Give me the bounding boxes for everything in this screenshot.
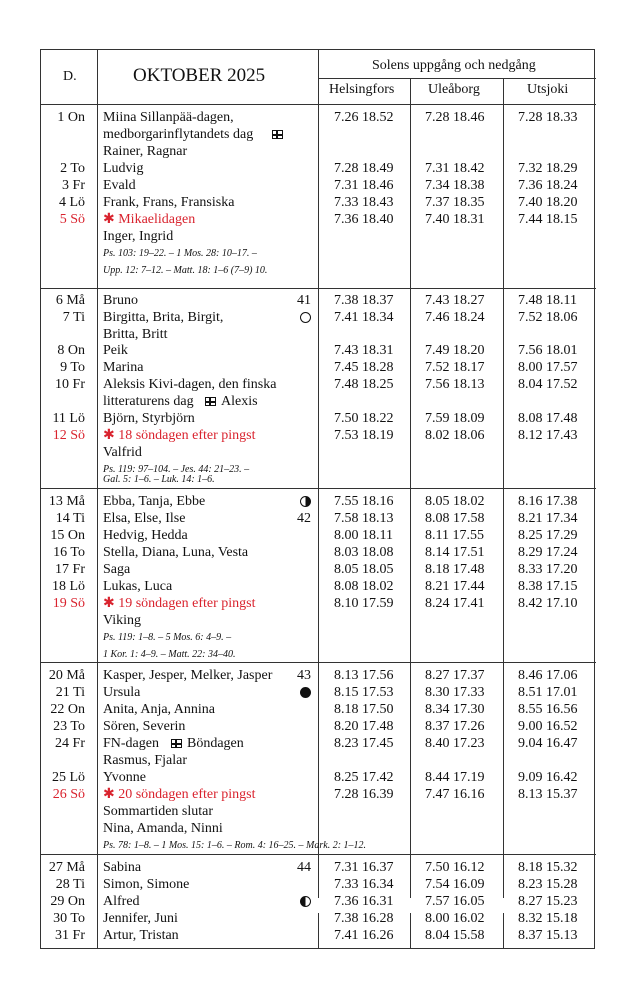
- sun-times-helsingfors: 7.28 18.49: [334, 161, 394, 176]
- flag-icon: [272, 130, 283, 139]
- sun-times-uleåborg: 8.21 17.44: [425, 579, 485, 594]
- sun-times-utsjoki: 8.21 17.34: [518, 511, 578, 526]
- sun-times-utsjoki: 8.37 15.13: [518, 928, 578, 943]
- day-label: 20 Må: [48, 668, 85, 683]
- name-day-entry: Sommartiden slutar: [103, 804, 214, 819]
- sun-times-uleåborg: 7.37 18.35: [425, 195, 485, 210]
- sun-times-helsingfors: 7.31 18.46: [334, 178, 394, 193]
- day-label: 9 To: [60, 360, 85, 375]
- sun-times-helsingfors: 7.41 18.34: [334, 310, 394, 325]
- day-label: 19 Sö: [52, 596, 85, 611]
- name-day-entry: Björn, Styrbjörn: [103, 411, 195, 426]
- sun-times-helsingfors: 8.05 18.05: [334, 562, 394, 577]
- name-day-entry: Nina, Amanda, Ninni: [103, 821, 223, 836]
- header-divider: [41, 104, 596, 105]
- name-day-entry: Ursula: [103, 685, 141, 700]
- name-day-entry: Jennifer, Juni: [103, 911, 178, 926]
- new-moon-icon: [300, 687, 311, 698]
- name-day-entry: Birgitta, Brita, Birgit,: [103, 310, 224, 325]
- sun-times-uleåborg: 8.18 17.48: [425, 562, 485, 577]
- column-divider: [97, 50, 98, 948]
- name-day-entry: Yvonne: [103, 770, 146, 785]
- sun-times-helsingfors: 7.36 18.40: [334, 212, 394, 227]
- sun-table-title: Solens uppgång och nedgång: [372, 58, 536, 73]
- name-day-entry: ✱ Mikaelidagen: [103, 212, 196, 227]
- sun-times-helsingfors: 7.36 16.31: [334, 894, 394, 909]
- week-number: 41: [297, 293, 311, 308]
- sun-times-helsingfors: 8.23 17.45: [334, 736, 394, 751]
- sun-times-utsjoki: 7.44 18.15: [518, 212, 578, 227]
- name-day-entry: Sören, Severin: [103, 719, 186, 734]
- sun-times-uleåborg: 8.05 18.02: [425, 494, 485, 509]
- sun-times-uleåborg: 8.14 17.51: [425, 545, 485, 560]
- week-divider: [41, 288, 596, 289]
- sun-times-utsjoki: 8.04 17.52: [518, 377, 578, 392]
- column-divider: [318, 913, 319, 948]
- sun-times-utsjoki: 7.56 18.01: [518, 343, 578, 358]
- sun-times-helsingfors: 7.45 18.28: [334, 360, 394, 375]
- name-day-entry: ✱ 20 söndagen efter pingst: [103, 787, 256, 802]
- name-day-entry: Hedvig, Hedda: [103, 528, 188, 543]
- day-label: 12 Sö: [52, 428, 85, 443]
- bible-reading: Gal. 5: 1–6. – Luk. 14: 1–6.: [103, 474, 215, 485]
- sun-times-utsjoki: 8.27 15.23: [518, 894, 578, 909]
- column-divider: [410, 913, 411, 948]
- header-subdivider: [318, 78, 596, 79]
- sun-times-uleåborg: 7.59 18.09: [425, 411, 485, 426]
- bible-reading: Ps. 78: 1–8. – 1 Mos. 15: 1–6. – Rom. 4: 16–25. – Mark. 2: 1–12.: [103, 840, 367, 851]
- name-day-entry: Bruno: [103, 293, 138, 308]
- sun-times-helsingfors: 7.28 16.39: [334, 787, 394, 802]
- sun-times-utsjoki: 7.48 18.11: [518, 293, 577, 308]
- bible-reading: Ps. 119: 97–104. – Jes. 44: 21–23. –: [103, 464, 250, 475]
- sun-times-helsingfors: 8.13 17.56: [334, 668, 394, 683]
- name-day-entry: Ebba, Tanja, Ebbe: [103, 494, 206, 509]
- sun-times-utsjoki: 8.00 17.57: [518, 360, 578, 375]
- sun-times-utsjoki: 8.42 17.10: [518, 596, 578, 611]
- name-day-entry: Artur, Tristan: [103, 928, 179, 943]
- day-label: 31 Fr: [55, 928, 85, 943]
- sun-times-utsjoki: 8.12 17.43: [518, 428, 578, 443]
- sun-times-uleåborg: 8.30 17.33: [425, 685, 485, 700]
- day-label: 17 Fr: [55, 562, 85, 577]
- sun-times-helsingfors: 7.38 18.37: [334, 293, 394, 308]
- sun-times-uleåborg: 8.00 16.02: [425, 911, 485, 926]
- day-label: 5 Sö: [59, 212, 85, 227]
- day-label: 23 To: [53, 719, 85, 734]
- sun-times-uleåborg: 8.24 17.41: [425, 596, 485, 611]
- day-label: 28 Ti: [55, 877, 85, 892]
- sun-times-utsjoki: 8.51 17.01: [518, 685, 578, 700]
- calendar-table: [40, 49, 595, 949]
- day-column-header: D.: [63, 69, 77, 84]
- sun-times-helsingfors: 7.33 18.43: [334, 195, 394, 210]
- first-quarter-icon: [300, 496, 311, 507]
- sun-times-helsingfors: 7.41 16.26: [334, 928, 394, 943]
- name-day-entry: Aleksis Kivi-dagen, den finska: [103, 377, 277, 392]
- name-day-entry: Viking: [103, 613, 142, 628]
- sun-times-uleåborg: 7.43 18.27: [425, 293, 485, 308]
- sun-times-utsjoki: 7.32 18.29: [518, 161, 578, 176]
- sun-times-helsingfors: 8.10 17.59: [334, 596, 394, 611]
- name-day-entry: Britta, Britt: [103, 327, 168, 342]
- sun-times-utsjoki: 8.08 17.48: [518, 411, 578, 426]
- day-label: 21 Ti: [55, 685, 85, 700]
- week-divider: [41, 488, 596, 489]
- name-day-entry: Kasper, Jesper, Melker, Jasper: [103, 668, 273, 683]
- sun-times-uleåborg: 7.52 18.17: [425, 360, 485, 375]
- week-number: 43: [297, 668, 311, 683]
- sun-times-utsjoki: 7.40 18.20: [518, 195, 578, 210]
- name-day-entry: ✱ 19 söndagen efter pingst: [103, 596, 256, 611]
- bible-reading: Ps. 103: 19–22. – 1 Mos. 28: 10–17. –: [103, 248, 257, 259]
- day-label: 30 To: [53, 911, 85, 926]
- sun-times-uleåborg: 8.02 18.06: [425, 428, 485, 443]
- sun-times-helsingfors: 7.31 16.37: [334, 860, 394, 875]
- name-day-entry: Sabina: [103, 860, 142, 875]
- name-day-entry: litteraturens dag: [103, 394, 194, 409]
- bible-reading: Upp. 12: 7–12. – Matt. 18: 1–6 (7–9) 10.: [103, 265, 268, 276]
- sun-times-utsjoki: 8.25 17.29: [518, 528, 578, 543]
- sun-times-utsjoki: 8.29 17.24: [518, 545, 578, 560]
- sun-times-uleåborg: 8.27 17.37: [425, 668, 485, 683]
- day-label: 27 Må: [48, 860, 85, 875]
- sun-times-uleåborg: 7.28 18.46: [425, 110, 485, 125]
- name-day-entry: Rainer, Ragnar: [103, 144, 188, 159]
- sun-times-uleåborg: 8.11 17.55: [425, 528, 484, 543]
- page-title: OKTOBER 2025: [133, 65, 266, 86]
- day-label: 1 On: [57, 110, 85, 125]
- sun-times-helsingfors: 8.20 17.48: [334, 719, 394, 734]
- sun-times-helsingfors: 7.53 18.19: [334, 428, 394, 443]
- sun-times-uleåborg: 7.46 18.24: [425, 310, 485, 325]
- sun-times-uleåborg: 7.57 16.05: [425, 894, 485, 909]
- day-label: 29 On: [50, 894, 85, 909]
- name-day-entry: Frank, Frans, Fransiska: [103, 195, 235, 210]
- sun-times-uleåborg: 7.54 16.09: [425, 877, 485, 892]
- name-day-entry: FN-dagen: [103, 736, 159, 751]
- sun-times-utsjoki: 8.55 16.56: [518, 702, 578, 717]
- sun-times-helsingfors: 7.33 16.34: [334, 877, 394, 892]
- name-day-entry: Anita, Anja, Annina: [103, 702, 215, 717]
- name-day-entry: Simon, Simone: [103, 877, 190, 892]
- name-day-entry: Inger, Ingrid: [103, 229, 174, 244]
- last-quarter-icon: [300, 896, 311, 907]
- name-day-entry: Stella, Diana, Luna, Vesta: [103, 545, 249, 560]
- sun-times-uleåborg: 7.31 18.42: [425, 161, 485, 176]
- sun-times-helsingfors: 7.55 18.16: [334, 494, 394, 509]
- name-day-entry: Saga: [103, 562, 131, 577]
- day-label: 18 Lö: [51, 579, 85, 594]
- name-day-entry: medborgarinflytandets dag: [103, 127, 254, 142]
- sun-times-helsingfors: 7.38 16.28: [334, 911, 394, 926]
- sun-times-uleåborg: 8.40 17.23: [425, 736, 485, 751]
- day-label: 8 On: [57, 343, 85, 358]
- sun-times-utsjoki: 8.16 17.38: [518, 494, 578, 509]
- sun-times-helsingfors: 8.25 17.42: [334, 770, 394, 785]
- name-day-entry: Lukas, Luca: [103, 579, 173, 594]
- sun-times-utsjoki: 8.46 17.06: [518, 668, 578, 683]
- day-label: 24 Fr: [55, 736, 85, 751]
- name-day-entry: Alexis: [221, 394, 258, 409]
- sun-times-utsjoki: 8.18 15.32: [518, 860, 578, 875]
- sun-times-helsingfors: 7.48 18.25: [334, 377, 394, 392]
- day-label: 3 Fr: [62, 178, 85, 193]
- sun-times-utsjoki: 8.23 15.28: [518, 877, 578, 892]
- sun-times-utsjoki: 7.36 18.24: [518, 178, 578, 193]
- sun-times-helsingfors: 8.15 17.53: [334, 685, 394, 700]
- day-label: 7 Ti: [62, 310, 85, 325]
- sun-times-uleåborg: 8.34 17.30: [425, 702, 485, 717]
- day-label: 26 Sö: [52, 787, 85, 802]
- flag-icon: [171, 739, 182, 748]
- sun-times-helsingfors: 7.43 18.31: [334, 343, 394, 358]
- bible-reading: Ps. 119: 1–8. – 5 Mos. 6: 4–9. –: [103, 632, 232, 643]
- sun-times-helsingfors: 8.08 18.02: [334, 579, 394, 594]
- sun-times-uleåborg: 7.47 16.16: [425, 787, 485, 802]
- sun-times-helsingfors: 8.03 18.08: [334, 545, 394, 560]
- bible-reading: 1 Kor. 1: 4–9. – Matt. 22: 34–40.: [103, 649, 236, 660]
- sun-times-uleåborg: 7.40 18.31: [425, 212, 485, 227]
- day-label: 14 Ti: [55, 511, 85, 526]
- day-label: 10 Fr: [55, 377, 85, 392]
- sun-times-uleåborg: 8.44 17.19: [425, 770, 485, 785]
- name-day-entry: Evald: [103, 178, 136, 193]
- name-day-entry: Valfrid: [103, 445, 142, 460]
- column-divider: [503, 913, 504, 948]
- sun-times-utsjoki: 7.28 18.33: [518, 110, 578, 125]
- sun-times-helsingfors: 8.18 17.50: [334, 702, 394, 717]
- sun-times-uleåborg: 7.34 18.38: [425, 178, 485, 193]
- sun-times-helsingfors: 7.50 18.22: [334, 411, 394, 426]
- column-divider: [318, 50, 319, 898]
- sun-times-utsjoki: 9.00 16.52: [518, 719, 578, 734]
- sun-times-uleåborg: 8.04 15.58: [425, 928, 485, 943]
- city-utsjoki: Utsjoki: [527, 82, 569, 97]
- day-label: 13 Må: [48, 494, 85, 509]
- sun-times-helsingfors: 8.00 18.11: [334, 528, 393, 543]
- sun-times-utsjoki: 7.52 18.06: [518, 310, 578, 325]
- day-label: 25 Lö: [51, 770, 85, 785]
- sun-times-utsjoki: 8.33 17.20: [518, 562, 578, 577]
- sun-times-helsingfors: 7.26 18.52: [334, 110, 394, 125]
- sun-times-utsjoki: 8.32 15.18: [518, 911, 578, 926]
- day-label: 16 To: [53, 545, 85, 560]
- day-label: 6 Må: [55, 293, 85, 308]
- name-day-entry: Miina Sillanpää-dagen,: [103, 110, 234, 125]
- sun-times-utsjoki: 8.38 17.15: [518, 579, 578, 594]
- week-number: 44: [297, 860, 311, 875]
- name-day-entry: ✱ 18 söndagen efter pingst: [103, 428, 256, 443]
- sun-times-uleåborg: 8.08 17.58: [425, 511, 485, 526]
- name-day-entry: Alfred: [103, 894, 140, 909]
- name-day-entry: Böndagen: [187, 736, 244, 751]
- sun-times-helsingfors: 7.58 18.13: [334, 511, 394, 526]
- sun-times-uleåborg: 7.56 18.13: [425, 377, 485, 392]
- sun-times-utsjoki: 9.09 16.42: [518, 770, 578, 785]
- name-day-entry: Marina: [103, 360, 144, 375]
- full-moon-icon: [300, 312, 311, 323]
- sun-times-utsjoki: 8.13 15.37: [518, 787, 578, 802]
- day-label: 4 Lö: [58, 195, 85, 210]
- sun-times-utsjoki: 9.04 16.47: [518, 736, 578, 751]
- day-label: 22 On: [50, 702, 85, 717]
- name-day-entry: Elsa, Else, Ilse: [103, 511, 186, 526]
- week-number: 42: [297, 511, 311, 526]
- day-label: 15 On: [50, 528, 85, 543]
- city-helsingfors: Helsingfors: [329, 82, 395, 97]
- name-day-entry: Rasmus, Fjalar: [103, 753, 187, 768]
- sun-times-uleåborg: 7.50 16.12: [425, 860, 485, 875]
- sun-times-uleåborg: 7.49 18.20: [425, 343, 485, 358]
- city-uleaborg: Uleåborg: [428, 82, 480, 97]
- flag-icon: [205, 397, 216, 406]
- day-label: 2 To: [60, 161, 85, 176]
- week-divider: [41, 854, 596, 855]
- name-day-entry: Ludvig: [103, 161, 144, 176]
- day-label: 11 Lö: [52, 411, 85, 426]
- name-day-entry: Peik: [103, 343, 128, 358]
- sun-times-uleåborg: 8.37 17.26: [425, 719, 485, 734]
